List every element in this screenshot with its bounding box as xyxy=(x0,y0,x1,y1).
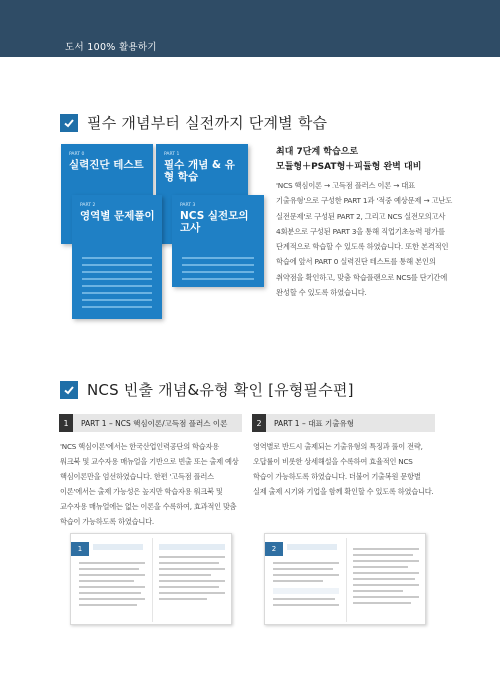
part-number: 1 xyxy=(59,414,73,432)
preview-tab: 1 xyxy=(71,542,89,556)
part-header-right xyxy=(252,414,435,432)
section-2-heading xyxy=(60,379,354,400)
section-1-heading xyxy=(60,112,327,133)
book-toc xyxy=(82,257,152,313)
book-part-label: PART 0 xyxy=(69,152,85,157)
part-body-left: 'NCS 핵심이론'에서는 한국산업인력공단의 학습자용 워크북 및 교수자용 매뉴얼을 기반으로 빈출 또는 출제 예상 핵심이론만을 엄선하였습니다. 한편 '고득점 플러스 이론'에서는 출제 가능성은 높지만 학습자용 워크북 및 교수자용 매뉴얼에는 없는 이론을 수록하여, 효과적인 맞춤 학습이 가능하도록 하였습니다. xyxy=(60,442,239,526)
book-toc xyxy=(182,257,254,285)
book-part-label: PART 3 xyxy=(180,203,196,208)
book-cover-part3 xyxy=(172,195,264,287)
book-title: 영역별 문제풀이 xyxy=(80,210,155,222)
intro-body: 'NCS 핵심이론 → 고득점 플러스 이론 → 대표 기출유형'으로 구성한 PART 1과 '적중 예상문제 → 고난도 실전문제'로 구성된 PART 2, 그리고 NCS 실전모의고사 4회분으로 구성된 PART 3을 통해 직업기초능력 평가를 단계적으로 학습할 수 있도록 하였습니다. 또한 본격적인 학습에 앞서 PART 0 실력진단 테스트를 통해 본인의 취약점을 확인하고, 맞춤 학습플랜으로 NCS를 단기간에 완성할 수 있도록 하였습니다. xyxy=(276,181,453,298)
preview-tab: 2 xyxy=(265,542,283,556)
checkbox-icon xyxy=(60,114,78,132)
part-label: PART 1 – NCS 핵심이론/고득점 플러스 이론 xyxy=(81,418,228,428)
page-preview-right xyxy=(264,533,426,625)
book-part-label: PART 2 xyxy=(80,203,96,208)
section-2-title: NCS 빈출 개념&유형 확인 [유형필수편] xyxy=(87,381,354,399)
top-banner xyxy=(0,0,500,57)
header-label: 도서 100% 활용하기 xyxy=(65,42,157,53)
book-title: NCS 실전모의고사 xyxy=(180,210,249,234)
part-body-right: 영역별로 반드시 출제되는 기출유형의 특징과 풀이 전략, 오답률이 비롯한 상세해설을 수록하여 효율적인 NCS 학습이 가능하도록 하였습니다. 더불어 기출복원 문항별 실제 출제 시기와 기업을 함께 확인할 수 있도록 하였습니다. xyxy=(253,442,434,496)
intro-subtitle-1: 최대 7단계 학습으로 xyxy=(276,147,359,157)
part-label: PART 1 – 대표 기출유형 xyxy=(274,418,354,428)
book-part-label: PART 1 xyxy=(164,152,180,157)
section-1-title: 필수 개념부터 실전까지 단계별 학습 xyxy=(87,114,328,132)
intro-subtitle-2: 모듈형＋PSAT형＋피듈형 완벽 대비 xyxy=(276,162,422,172)
part-number: 2 xyxy=(252,414,266,432)
part-header-left xyxy=(59,414,242,432)
book-cover-part2 xyxy=(72,195,162,319)
checkbox-icon xyxy=(60,381,78,399)
page-preview-left xyxy=(70,533,232,625)
book-title: 필수 개념 & 유형 학습 xyxy=(164,159,235,183)
book-title: 실력진단 테스트 xyxy=(69,159,144,171)
